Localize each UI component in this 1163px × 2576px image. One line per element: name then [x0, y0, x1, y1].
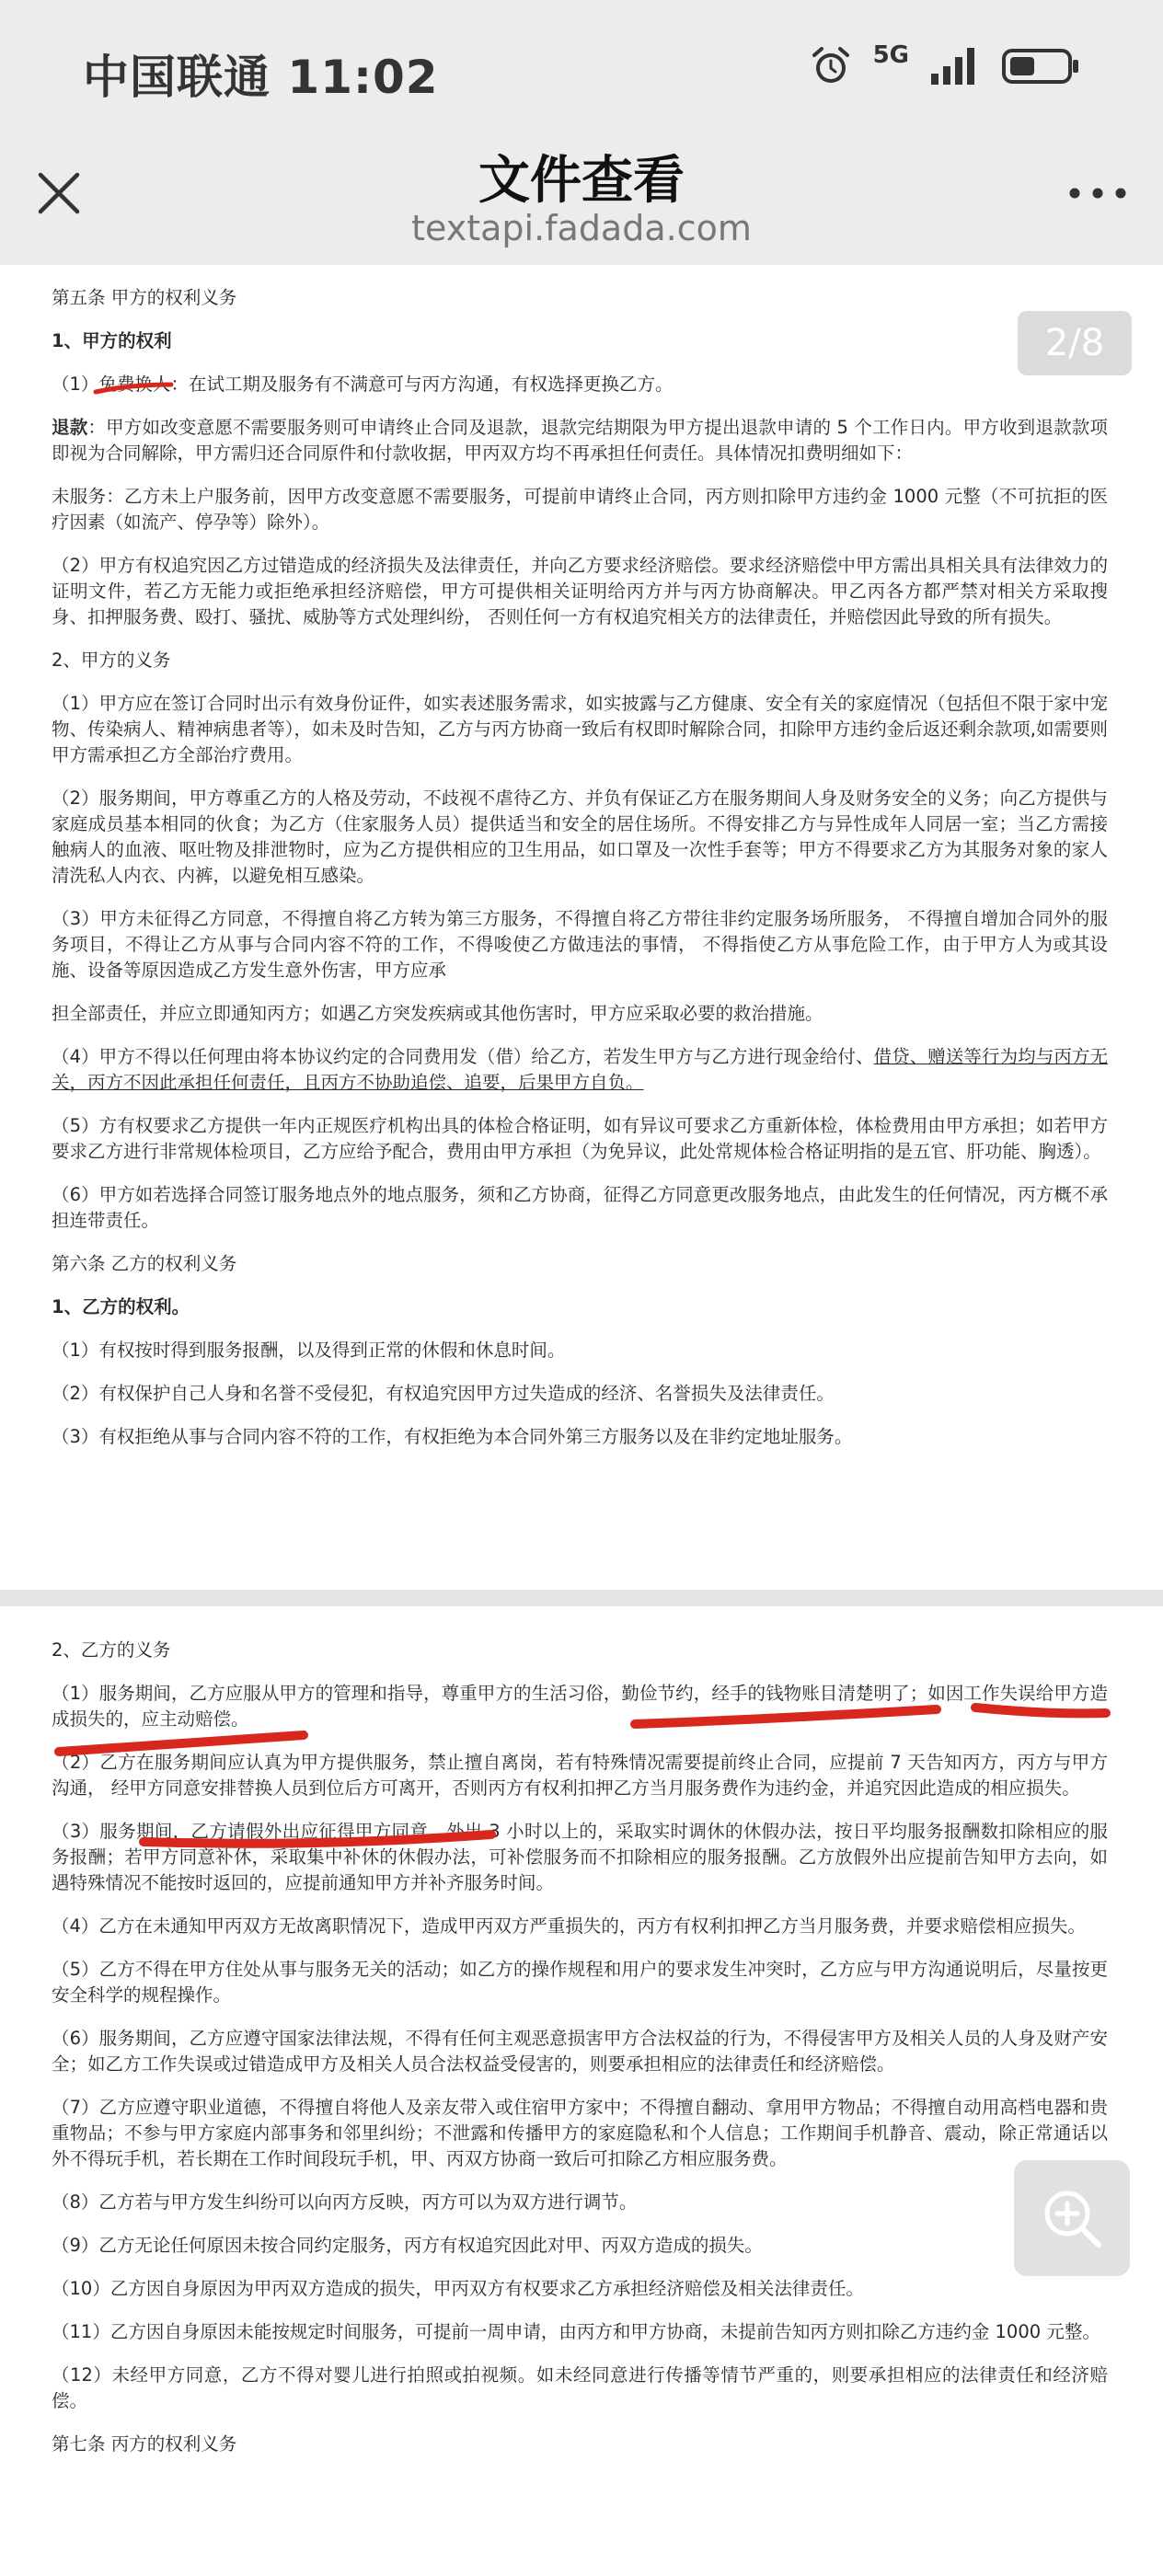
- refund-paragraph: 退款：甲方如改变意愿不需要服务则可申请终止合同及退款，退款完结期限为甲方提出退款申请的 5 个工作日内。甲方收到退款款项即视为合同解除，甲方需归还合同原件和付款收据，甲丙双方均不再承担任何责任。具体情况扣费明细如下：: [52, 417, 1108, 464]
- document-body: [52, 285, 1108, 1467]
- clause-paragraph: （5）方有权要求乙方提供一年内正规医疗机构出具的体检合格证明，如有异议可要求乙方重新体检，体检费用由甲方承担；如若甲方要求乙方进行非常规体检项目，乙方应给予配合，费用由甲方承担（为免异议，此处常规体检合格证明指的是五官、肝功能、胸透）。: [52, 1115, 1108, 1162]
- clause-paragraph: （7）乙方应遵守职业道德，不得擅自将他人及亲友带入或住宿甲方家中；不得擅自翻动、拿用甲方物品；不得擅自动用高档电器和贵重物品；不参与甲方家庭内部事务和邻里纠纷；不泄露和传播甲方的家庭隐私和个人信息；工作期间手机静音、震动，除正常通话以外不得玩手机，若长期在工作时间段玩手机，甲、丙双方协商一致后可扣除乙方相应服务费。: [52, 2097, 1108, 2169]
- clause-paragraph: （5）乙方不得在甲方住处从事与服务无关的活动；如乙方的操作规程和用户的要求发生冲突时，乙方应与甲方沟通说明后，尽量按更安全科学的规程操作。: [52, 1959, 1108, 2006]
- page-separator: [0, 1590, 1163, 1606]
- clause-paragraph: （9）乙方无论任何原因未按合同约定服务，丙方有权追究因此对甲、丙双方造成的损失。: [52, 2235, 763, 2256]
- clause-paragraph: （1）服务期间，乙方应服从甲方的管理和指导，尊重甲方的生活习俗，勤俭节约，经手的钱物账目清楚明了；如因工作失误给甲方造成损失的，应主动赔偿。: [52, 1683, 1108, 1730]
- clause-paragraph: （2）甲方有权追究因乙方过错造成的经济损失及法律责任，并向乙方要求经济赔偿。要求经济赔偿中甲方需出具相关具有法律效力的证明文件，若乙方无能力或拒绝承担经济赔偿，甲方可提供相关证明给丙方并与丙方协商解决。甲乙丙各方都严禁对相关方采取搜身、扣押服务费、殴打、骚扰、威胁等方式处理纠纷， 否则任何一方有权追究相关方的法律责任，并赔偿因此导致的所有损失。: [52, 555, 1108, 627]
- battery-icon: [1001, 46, 1080, 86]
- page-url: textapi.fadada.com: [411, 208, 752, 248]
- clause-paragraph: （4）乙方在未通知甲丙双方无故离职情况下，造成甲丙双方严重损失的，丙方有权利扣押乙方当月服务费，并要求赔偿相应损失。: [52, 1915, 1086, 1937]
- clause-paragraph: （2）有权保护自己人身和名誉不受侵犯，有权追究因甲方过失造成的经济、名誉损失及法律责任。: [52, 1383, 835, 1404]
- zoom-in-button[interactable]: [1014, 2160, 1130, 2276]
- clause-paragraph: （6）服务期间，乙方应遵守国家法律法规，不得有任何主观恶意损害甲方合法权益的行为，不得侵害甲方及相关人员的人身及财产安全；如乙方工作失误或过错造成甲方及相关人员合法权益受侵害的，则要承担相应的法律责任和经济赔偿。: [52, 2028, 1108, 2075]
- article-6-title: 第六条 乙方的权利义务: [52, 1253, 237, 1274]
- underlined-term: 免费换人: [98, 374, 171, 395]
- document-body: [52, 1638, 1108, 2475]
- signal-icon: [929, 46, 981, 86]
- clause-paragraph: （8）乙方若与甲方发生纠纷可以向丙方反映，丙方可以为双方进行调节。: [52, 2191, 638, 2213]
- clause-paragraph: （6）甲方如若选择合同签订服务地点外的地点服务，须和乙方协商，征得乙方同意更改服务地点，由此发生的任何情况，丙方概不承担连带责任。: [52, 1184, 1108, 1231]
- status-icons: [809, 41, 1080, 88]
- page-counter: 2/8: [1018, 311, 1132, 375]
- network-type-label: 5G: [872, 41, 909, 69]
- alarm-icon: [809, 44, 853, 88]
- page-title: 文件查看: [478, 151, 685, 211]
- section-heading: 1、甲方的权利: [52, 330, 172, 351]
- article-5-title: 第五条 甲方的权利义务: [52, 287, 237, 308]
- zoom-in-icon: [1040, 2186, 1104, 2250]
- app-header: [0, 138, 1163, 265]
- document-page-2[interactable]: [0, 1606, 1163, 2576]
- clause-paragraph: （11）乙方因自身原因未能按规定时间服务，可提前一周申请，由丙方和甲方协商，未提前告知丙方则扣除乙方违约金 1000 元整。: [52, 2321, 1100, 2342]
- clause-paragraph: 担全部责任，并应立即通知丙方；如遇乙方突发疾病或其他伤害时，甲方应采取必要的救治措施。: [52, 1003, 823, 1024]
- section-heading: 1、乙方的权利。: [52, 1296, 190, 1317]
- section-heading: 2、乙方的义务: [52, 1639, 171, 1661]
- clause-paragraph: （3）甲方未征得乙方同意，不得擅自将乙方转为第三方服务，不得擅自将乙方带往非约定服务场所服务， 不得擅自增加合同外的服务项目，不得让乙方从事与合同内容不符的工作，不得唆使乙方做违法的事情， 不得指使乙方从事危险工作，由于甲方人为或其设施、设备等原因造成乙方发生意外伤害，甲方应承: [52, 908, 1108, 981]
- clause-paragraph: （2）乙方在服务期间应认真为甲方提供服务，禁止擅自离岗，若有特殊情况需要提前终止合同，应提前 7 天告知丙方，丙方与甲方沟通， 经甲方同意安排替换人员到位后方可离开，否则丙方有权利扣押乙方当月服务费作为违约金，并追究因此造成的相应损失。: [52, 1752, 1108, 1799]
- document-page-1[interactable]: [0, 265, 1163, 1590]
- clause-paragraph: （3）有权拒绝从事与合同内容不符的工作，有权拒绝为本合同外第三方服务以及在非约定地址服务。: [52, 1426, 853, 1447]
- status-bar: [0, 0, 1163, 138]
- more-icon[interactable]: [1065, 175, 1130, 212]
- clause-paragraph: 未服务：乙方未上户服务前，因甲方改变意愿不需要服务，可提前申请终止合同，丙方则扣除甲方违约金 1000 元整（不可抗拒的医疗因素（如流产、停孕等）除外）。: [52, 486, 1108, 533]
- clause-paragraph: （1）免费换人：在试工期及服务有不满意可与丙方沟通，有权选择更换乙方。: [52, 374, 674, 395]
- clause-paragraph: （3）服务期间，乙方请假外出应征得甲方同意，外出 3 小时以上的，采取实时调休的休假办法，按日平均服务报酬数扣除相应的服务报酬；若甲方同意补休，采取集中补休的休假办法，可补偿服务而不扣除相应的服务报酬。乙方放假外出应提前告知甲方去向，如遇特殊情况不能按时返回的，应提前通知甲方并补齐服务时间。: [52, 1821, 1108, 1893]
- underlined-text: 借贷、赠送等行为均与丙方无关，丙方不因此承担任何责任，且丙方不协助追偿、追要，后果甲方自负。: [52, 1046, 1108, 1093]
- clause-paragraph: （4）甲方不得以任何理由将本协议约定的合同费用发（借）给乙方，若发生甲方与乙方进行现金给付、借贷、赠送等行为均与丙方无关，丙方不因此承担任何责任，且丙方不协助追偿、追要，后果甲方自负。: [52, 1046, 1108, 1093]
- clause-paragraph: （12）未经甲方同意，乙方不得对婴儿进行拍照或拍视频。如未经同意进行传播等情节严重的，则要承担相应的法律责任和经济赔偿。: [52, 2364, 1108, 2411]
- section-heading: 2、甲方的义务: [52, 650, 171, 671]
- status-carrier-time: 中国联通 11:02: [83, 51, 439, 104]
- clause-paragraph: （2）服务期间，甲方尊重乙方的人格及劳动，不歧视不虐待乙方、并负有保证乙方在服务期间人身及财务安全的义务；向乙方提供与家庭成员基本相同的伙食；为乙方（住家服务人员）提供适当和安全的居住场所。不得安排乙方与异性成年人同居一室；当乙方需接触病人的血液、呕吐物及排泄物时，应为乙方提供相应的卫生用品，如口罩及一次性手套等；甲方不得要求乙方为其服务对象的家人清洗私人内衣、内裤，以避免相互感染。: [52, 788, 1108, 886]
- clause-paragraph: （1）甲方应在签订合同时出示有效身份证件，如实表述服务需求，如实披露与乙方健康、安全有关的家庭情况（包括但不限于家中宠物、传染病人、精神病患者等），如未及时告知，乙方与丙方协商一致后有权即时解除合同，扣除甲方违约金后返还剩余款项,如需要则甲方需承担乙方全部治疗费用。: [52, 693, 1108, 765]
- clause-paragraph: （10）乙方因自身原因为甲丙双方造成的损失，甲丙双方有权要求乙方承担经济赔偿及相关法律责任。: [52, 2278, 864, 2299]
- article-7-title: 第七条 丙方的权利义务: [52, 2433, 237, 2455]
- clause-paragraph: （1）有权按时得到服务报酬，以及得到正常的休假和休息时间。: [52, 1340, 566, 1361]
